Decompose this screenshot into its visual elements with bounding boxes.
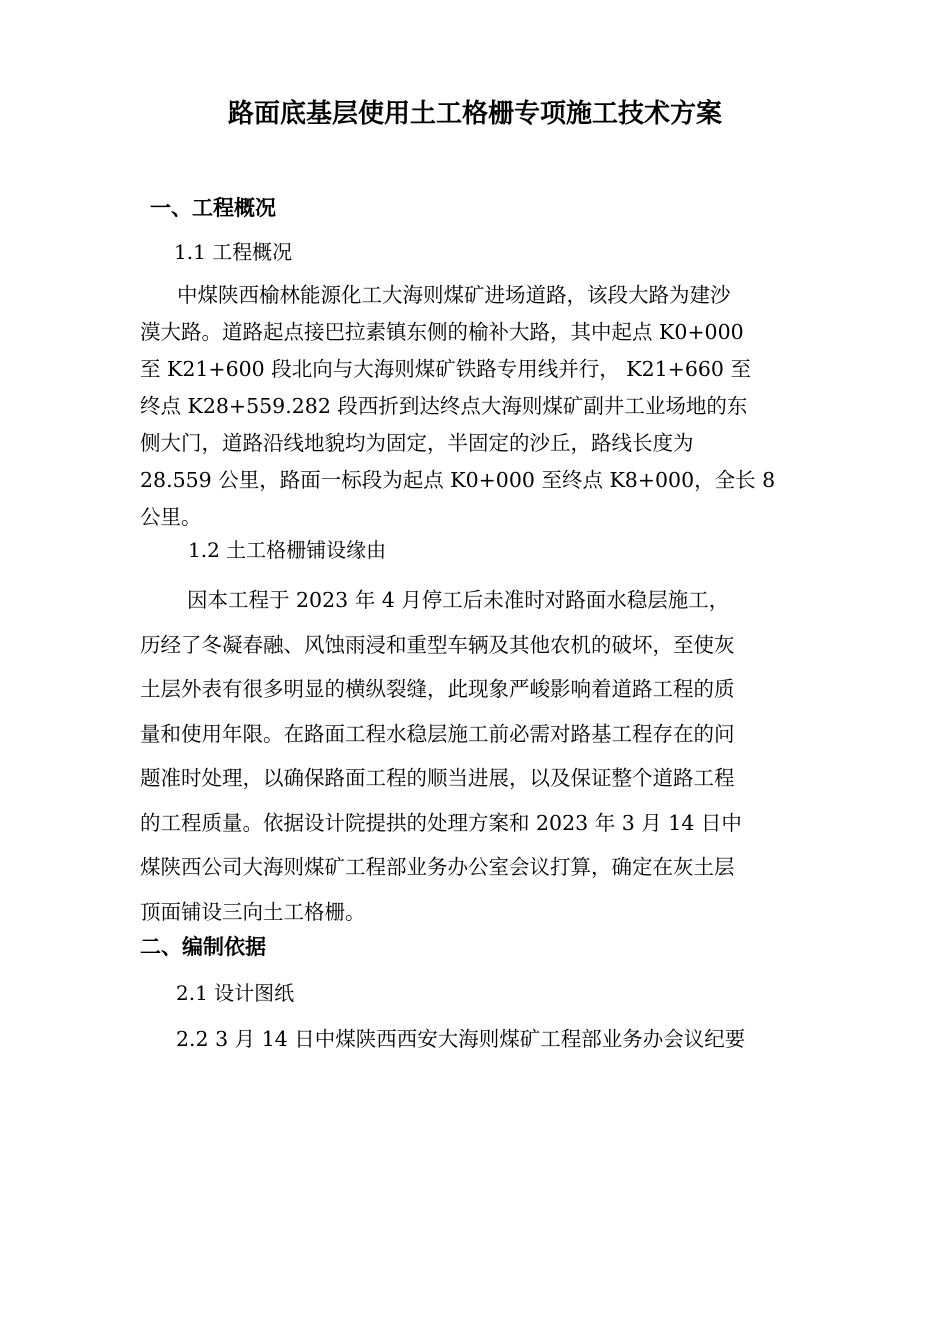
text-line: 因本工程于 2023 年 4 月停工后未准时对路面水稳层施工，: [187, 588, 730, 612]
document-title: 路面底基层使用土工格栅专项施工技术方案: [227, 99, 722, 129]
text-line: 漠大路。道路起点接巴拉素镇东侧的榆补大路，其中起点 K0+000: [140, 320, 744, 344]
text-line: 量和使用年限。在路面工程水稳层施工前必需对路基工程存在的问: [140, 721, 735, 746]
text-line: 侧大门，道路沿线地貌均为固定，半固定的沙丘，路线长度为: [140, 431, 694, 455]
paragraph-overview: [140, 277, 775, 536]
text-line: 的工程质量。依据设计院提拱的处理方案和 2023 年 3 月 14 日中: [140, 810, 742, 835]
text-line: 至 K21+600 段北向与大海则煤矿铁路专用线并行， K21+660 至: [140, 357, 751, 381]
basis-item-drawings: 2.1 设计图纸: [176, 981, 295, 1005]
section-heading-basis: 二、编制依据: [140, 935, 266, 959]
text-line: 终点 K28+559.282 段西折到达终点大海则煤矿副井工业场地的东: [140, 394, 748, 418]
section-heading-overview: 一、工程概况: [150, 196, 276, 220]
text-line: 28.559 公里，路面一标段为起点 K0+000 至终点 K8+000，全长 8: [140, 468, 776, 492]
subsection-heading-reason: 1.2 土工格栅铺设缘由: [188, 538, 387, 562]
text-line: 顶面铺设三向土工格栅。: [140, 899, 366, 924]
basis-item-meeting: 2.2 3 月 14 日中煤陕西西安大海则煤矿工程部业务办会议纪要: [176, 1027, 746, 1051]
text-line: 中煤陕西榆林能源化工大海则煤矿进场道路，该段大路为建沙: [177, 283, 731, 307]
paragraph-reason: [140, 578, 742, 934]
text-line: 题准时处理，以确保路面工程的顺当进展，以及保证整个道路工程: [140, 766, 735, 790]
text-line: 土层外表有很多明显的横纵裂缝，此现象严峻影响着道路工程的质: [140, 677, 735, 701]
subsection-heading-overview: 1.1 工程概况: [174, 240, 293, 264]
text-line: 历经了冬凝春融、风蚀雨浸和重型车辆及其他农机的破坏，至使灰: [140, 632, 735, 657]
text-line: 公里。: [140, 505, 202, 529]
text-line: 煤陕西公司大海则煤矿工程部业务办公室会议打算，确定在灰土层: [140, 855, 735, 879]
